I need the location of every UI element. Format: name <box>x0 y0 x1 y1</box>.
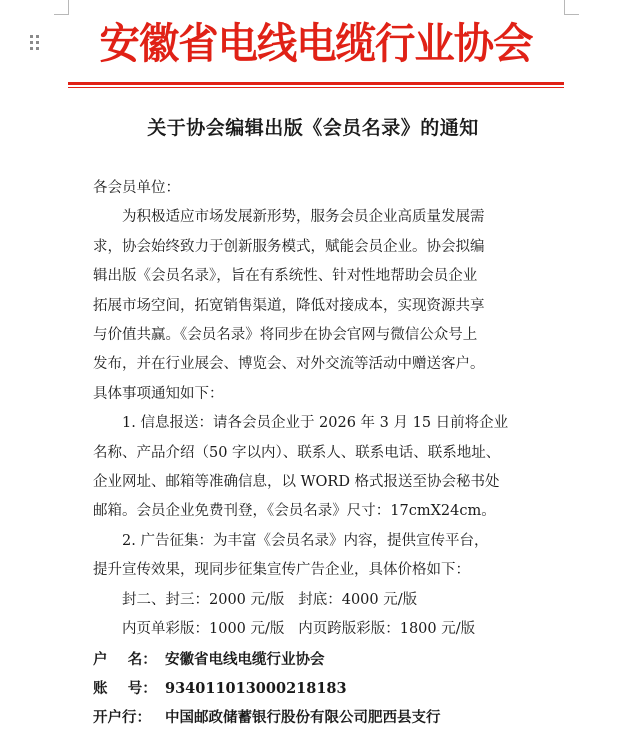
item1-line: 邮箱。会员企业免费刊登，《会员名录》尺寸：17cmX24cm。 <box>93 503 496 520</box>
crop-mark-left-h <box>54 14 69 15</box>
masthead-rule-thin <box>68 87 564 88</box>
intro-line: 拓展市场空间，拓宽销售渠道，降低对接成本，实现资源共享 <box>93 297 485 314</box>
bank-info <box>93 645 555 733</box>
intro-line: 发布，并在行业展会、博览会、对外交流等活动中赠送客户。 <box>93 356 485 373</box>
item1-line: 名称、产品介绍（50 字以内）、联系人、联系电话、联系地址、 <box>93 444 501 461</box>
item1-line: 1. 信息报送：请各会员企业于 2026 年 3 月 15 日前将企业 <box>122 415 509 432</box>
account-name-row <box>93 645 555 674</box>
masthead-rule-thick <box>68 82 564 85</box>
account-name-value: 安徽省电线电缆行业协会 <box>165 650 325 668</box>
price-line: 封二、封三：2000 元/版 封底：4000 元/版 <box>122 591 418 608</box>
price-line: 内页单彩版：1000 元/版 内页跨版彩版：1800 元/版 <box>122 621 476 638</box>
crop-mark-right <box>564 0 565 14</box>
crop-mark-right-h <box>564 14 579 15</box>
item1-line: 企业网址、邮箱等准确信息，以 WORD 格式报送至协会秘书处 <box>93 474 500 491</box>
masthead-org-name: 安徽省电线电缆行业协会 <box>99 19 533 68</box>
account-no-label: 账 号： <box>93 679 157 697</box>
bank-label: 开户行： <box>93 709 151 727</box>
intro-line: 与价值共赢。《会员名录》将同步在协会官网与微信公众号上 <box>93 327 478 344</box>
account-no-row <box>93 674 555 703</box>
item2-line: 提升宣传效果，现同步征集宣传广告企业，具体价格如下： <box>93 562 470 579</box>
document-body <box>93 174 555 733</box>
intro-line: 求，协会始终致力于创新服务模式，赋能会员企业。协会拟编 <box>93 238 485 255</box>
bank-value: 中国邮政储蓄银行股份有限公司肥西县支行 <box>165 709 441 727</box>
account-name-label: 户 名： <box>93 650 157 668</box>
account-no-value: 934011013000218183 <box>165 679 347 697</box>
bank-row <box>93 703 555 732</box>
intro-line: 辑出版《会员名录》，旨在有系统性、针对性地帮助会员企业 <box>93 268 478 285</box>
item2-line: 2. 广告征集：为丰富《会员名录》内容，提供宣传平台， <box>122 532 489 549</box>
crop-mark-left <box>68 0 69 14</box>
intro-line: 为积极适应市场发展新形势，服务会员企业高质量发展需 <box>122 209 485 226</box>
salutation: 各会员单位： <box>93 180 180 196</box>
document-title: 关于协会编辑出版《会员名录》的通知 <box>147 117 479 139</box>
intro-line: 具体事项通知如下： <box>93 385 224 402</box>
drag-handle-icon[interactable] <box>30 35 39 50</box>
